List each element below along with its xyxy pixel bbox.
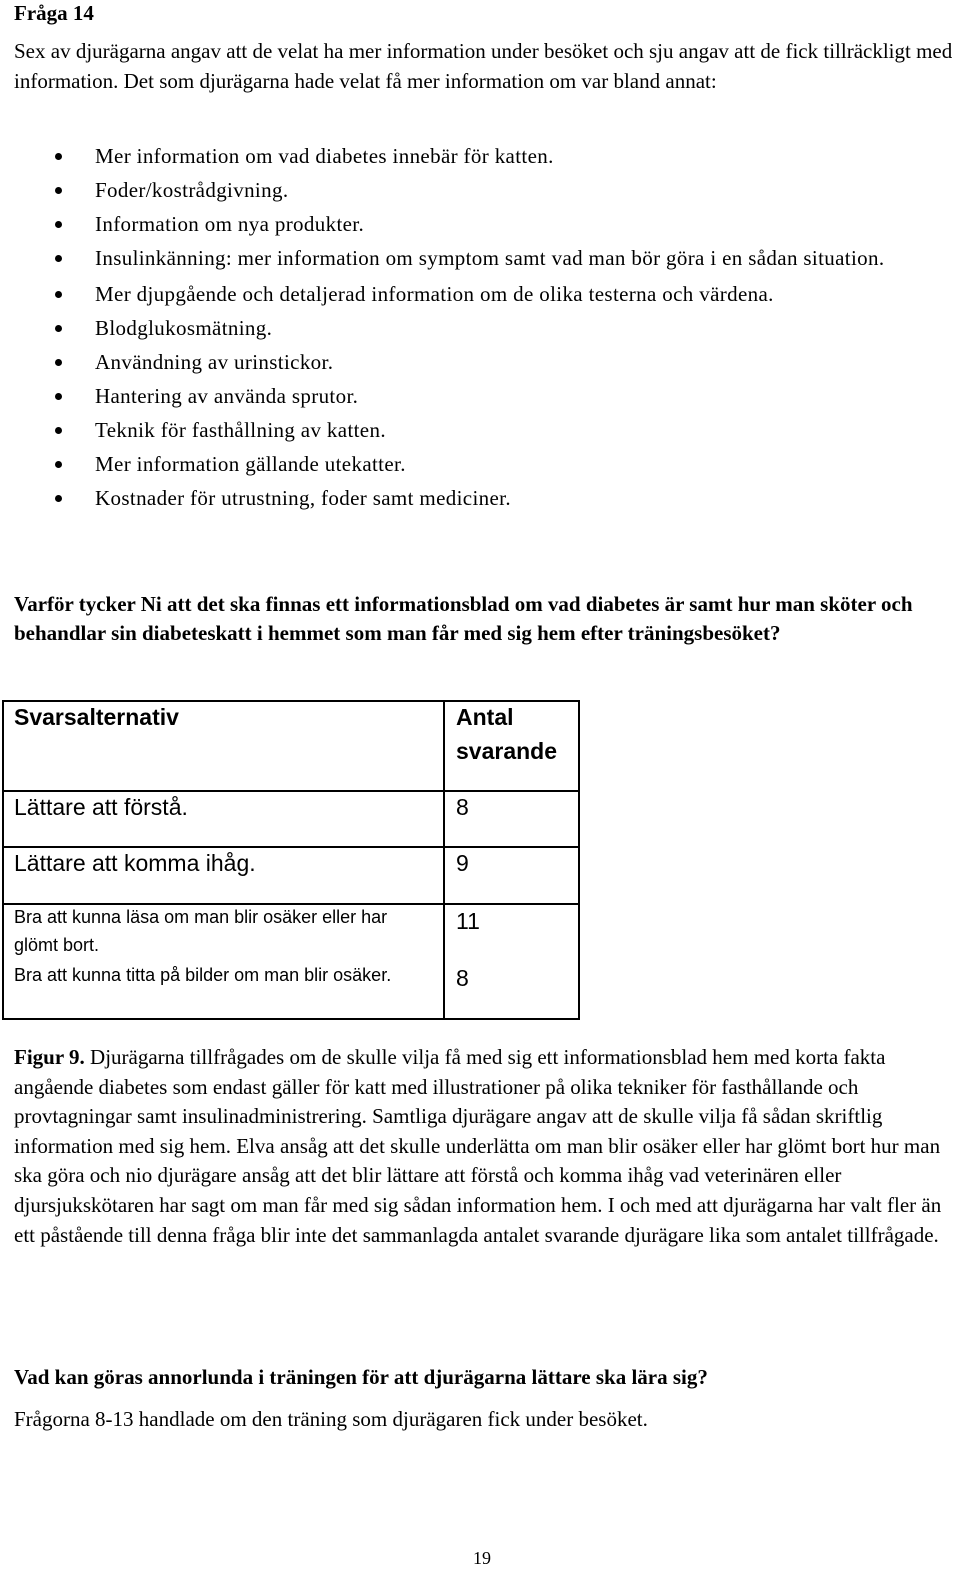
bullet-icon [55,393,62,400]
section-heading: Fråga 14 [14,1,94,25]
bullet-icon [55,221,62,228]
table-row-option: Lättare att komma ihåg. [14,850,256,876]
figure-caption [14,1043,944,1250]
question-heading: Varför tycker Ni att det ska finnas ett informationsblad om vad diabetes är samt hur man sköter och behandlar sin diabeteskatt i hemmet som man får med sig hem efter träningsbesöket? [14,592,913,645]
bullet-icon [55,461,62,468]
table-row-count: 11 [456,908,480,934]
list-item: Hantering av använda sprutor. [0,381,935,411]
list-item: Mer information om vad diabetes innebär för katten. [0,141,935,171]
response-table [2,700,580,1020]
bullet-icon [55,427,62,434]
list-item: Insulinkänning: mer information om symptom samt vad man bör göra i en sådan situation. [0,243,935,273]
table-border [578,700,580,1020]
answer-paragraph: Frågorna 8-13 handlade om den träning som djurägaren fick under besöket. [14,1407,648,1431]
list-item: Foder/kostrådgivning. [0,175,935,205]
bullet-icon [55,291,62,298]
bullet-icon [55,153,62,160]
list-item: Mer information gällande utekatter. [0,449,935,479]
table-row-count: 8 [456,794,469,820]
bullet-icon [55,255,62,262]
table-border [2,1018,580,1020]
column-header-option: Svarsalternativ [14,704,179,730]
caption-label: Figur 9. [14,1045,85,1069]
bullet-icon [55,495,62,502]
table-row-count: 9 [456,850,469,876]
list-item: Användning av urinstickor. [0,347,935,377]
bullet-icon [55,359,62,366]
table-row-option: Bra att kunna läsa om man blir osäker eller har glömt bort. [14,907,388,955]
bullet-icon [55,325,62,332]
bullet-list [0,141,935,517]
table-row-count: 8 [456,965,469,991]
page-number: 19 [473,1548,491,1568]
table-row-option: Lättare att förstå. [14,794,188,820]
table-border [443,700,445,1020]
list-item: Kostnader för utrustning, foder samt mediciner. [0,483,935,513]
column-header-count: Antal svarande [456,704,558,764]
list-item: Teknik för fasthållning av katten. [0,415,935,445]
table-border [2,846,580,848]
list-item: Blodglukosmätning. [0,313,935,343]
table-border [2,700,4,1020]
list-item: Information om nya produkter. [0,209,935,239]
list-item: Mer djupgående och detaljerad information om de olika testerna och värdena. [0,279,935,309]
table-border [2,790,580,792]
question-heading: Vad kan göras annorlunda i träningen för att djurägarna lättare ska lära sig? [14,1365,708,1389]
table-row-option: Bra att kunna titta på bilder om man blir osäker. [14,965,392,985]
caption-text: Djurägarna tillfrågades om de skulle vilja få med sig ett informationsblad hem med korta fakta angående diabetes som endast gäller för katt med illustrationer på olika tekniker för fasthållande och provtagningar samt insulinadministrering. Samtliga djurägare angav att de skulle vilja få sådan skriftlig information med sig hem. Elva ansåg att det skulle underlätta om man blir osäker eller har glömt bort hur man ska göra och nio djurägare ansåg att det blir lättare att förstå och komma ihåg vad veterinären eller djursjukskötaren har sagt om man får med sig sådan information hem. I och med att djurägarna har valt fler än ett påstående till denna fråga blir inte det sammanlagda antalet svarande djurägare lika som antalet tillfrågade. [14,1045,942,1247]
bullet-icon [55,187,62,194]
intro-paragraph: Sex av djurägarna angav att de velat ha mer information under besöket och sju angav att de fick tillräckligt med information. Det som djurägarna hade velat få mer information om var bland annat: [14,39,953,93]
